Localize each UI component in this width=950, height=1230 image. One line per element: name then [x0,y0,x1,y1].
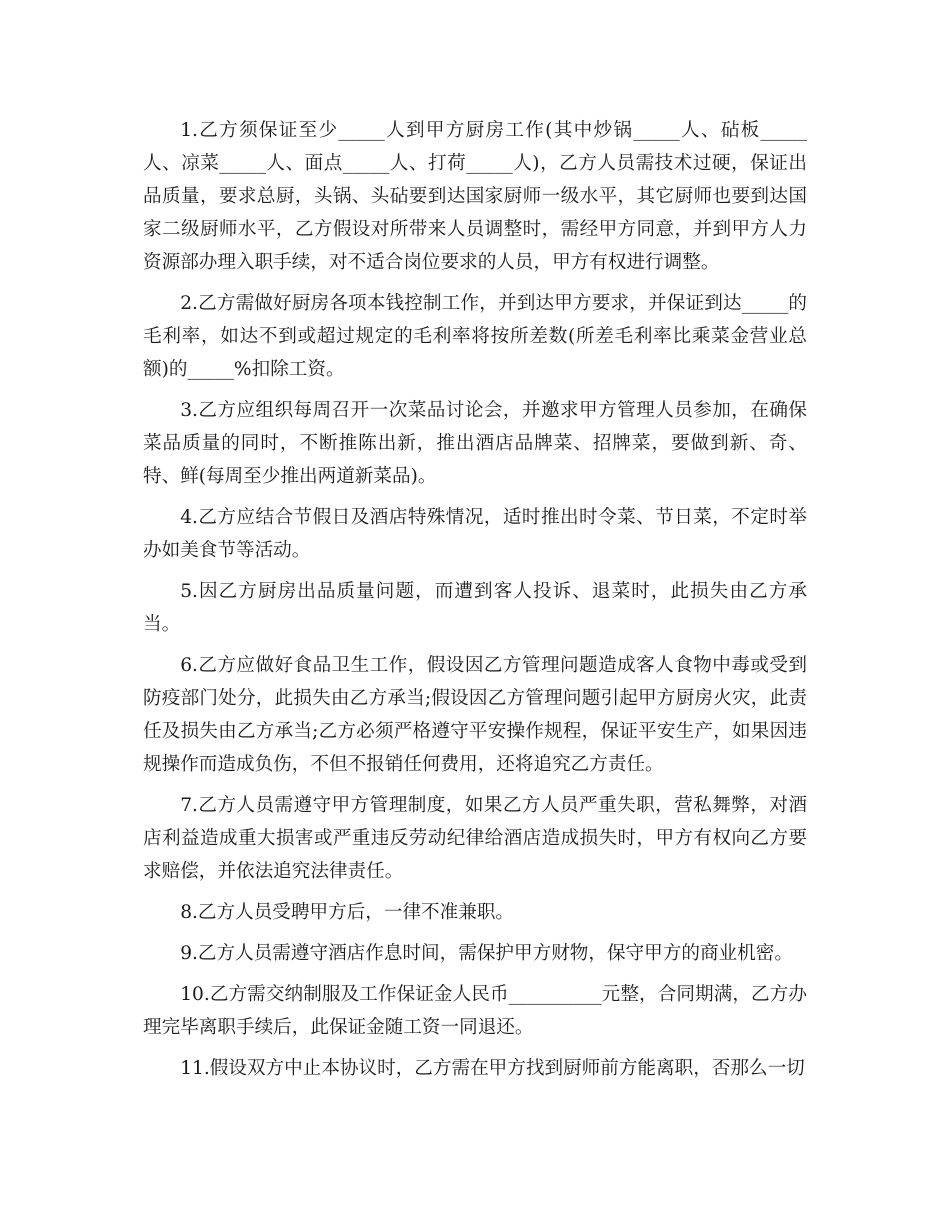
clause-2: 2.乙方需做好厨房各项本钱控制工作，并到达甲方要求，并保证到达_____的毛利率，如达不到或超过规定的毛利率将按所差数(所差毛利率比乘菜金营业总额)的_____%扣除工资。 [143,293,807,380]
clause-10: 10.乙方需交纳制服及工作保证金人民币__________元整，合同期满，乙方办理完毕离职手续后，此保证金随工资一同退还。 [143,984,807,1038]
clause-7: 7.乙方人员需遵守甲方管理制度，如果乙方人员严重失职，营私舞弊，对酒店利益造成重大损害或严重违反劳动纪律给酒店造成损失时，甲方有权向乙方要求赔偿，并依法追究法律责任。 [143,795,807,882]
document-body [143,114,807,1093]
clause-5: 5.因乙方厨房出品质量问题，而遭到客人投诉、退菜时，此损失由乙方承当。 [143,581,807,635]
clause-6: 6.乙方应做好食品卫生工作，假设因乙方管理问题造成客人食物中毒或受到防疫部门处分，此损失由乙方承当;假设因乙方管理问题引起甲方厨房火灾，此责任及损失由乙方承当;乙方必须严格遵守平安操作规程，保证平安生产，如果因违规操作而造成负伤，不但不报销任何费用，还将追究乙方责任。 [143,655,807,775]
clause-8: 8.乙方人员受聘甲方后，一律不准兼职。 [180,902,515,923]
clause-9: 9.乙方人员需遵守酒店作息时间，需保护甲方财物，保守甲方的商业机密。 [180,943,793,964]
clause-11: 11.假设双方中止本协议时，乙方需在甲方找到厨师前方能离职，否那么一切 [180,1058,805,1079]
clause-1: 1.乙方须保证至少_____人到甲方厨房工作(其中炒锅_____人、砧板_____人、凉菜_____人、面点_____人、打荷_____人)，乙方人员需技术过硬，保证出品质量，要求总厨，头锅、头砧要到达国家厨师一级水平，其它厨师也要到达国家二级厨师水平，乙方假设对所带来人员调整时，需经甲方同意，并到甲方人力资源部办理入职手续，对不适合岗位要求的人员，甲方有权进行调整。 [143,120,807,273]
clause-3: 3.乙方应组织每周召开一次菜品讨论会，并邀求甲方管理人员参加，在确保菜品质量的同时，不断推陈出新，推出酒店品牌菜、招牌菜，要做到新、奇、特、鲜(每周至少推出两道新菜品)。 [143,400,807,487]
clause-4: 4.乙方应结合节假日及酒店特殊情况，适时推出时令菜、节日菜，不定时举办如美食节等活动。 [143,507,807,561]
